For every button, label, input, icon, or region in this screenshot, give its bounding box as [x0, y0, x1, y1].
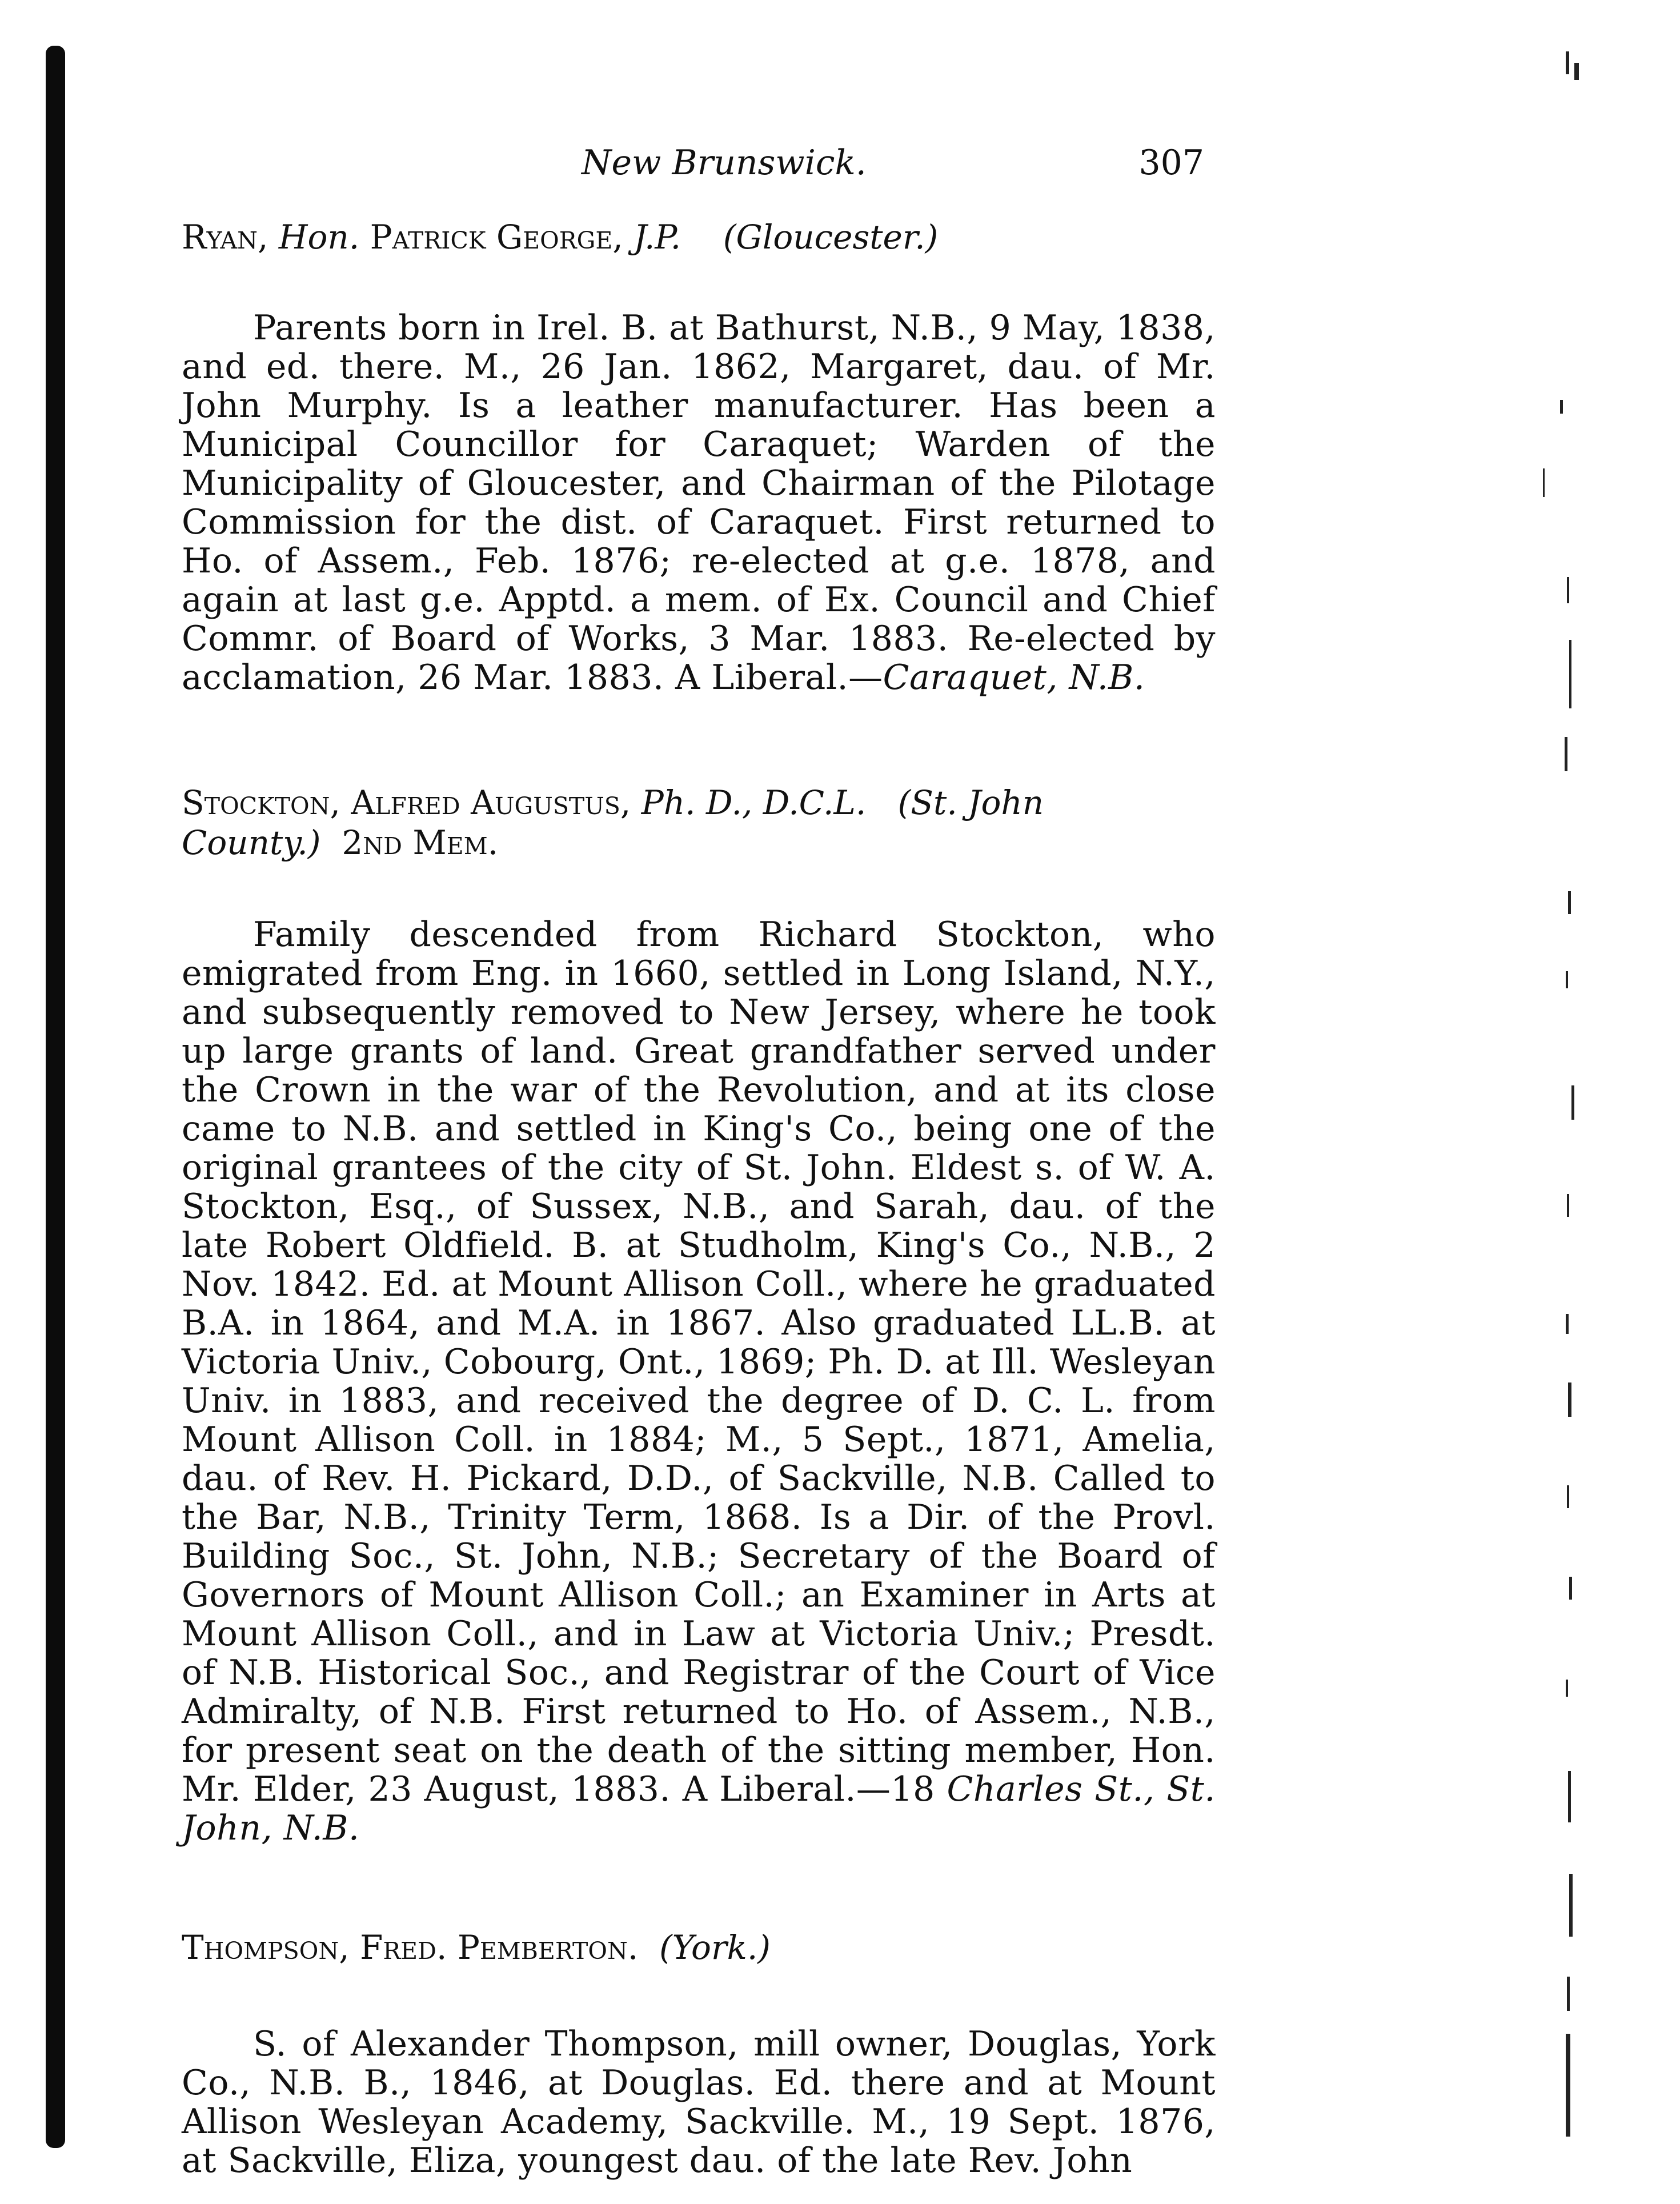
- binding-shadow: [46, 46, 65, 2148]
- entry-heading-stockton: [182, 783, 1216, 863]
- entry-text-thompson: [182, 2025, 1216, 2180]
- entry-heading-ryan: [182, 217, 1216, 257]
- page-content: [182, 131, 1216, 2180]
- entry-body-thompson: S. of Alexander Thompson, mill owner, Douglas, York Co., N.B. B., 1846, at Douglas. Ed. there and at Mount Allison Wesleyan Academy, Sackville. M., 19 Sept. 1876, at Sackville, Eliza, youngest dau. of the late Rev. John: [182, 2024, 1216, 2181]
- running-head-title: New Brunswick.: [582, 143, 867, 183]
- entry-name-stockton: Stockton, Alfred Augustus,: [182, 783, 631, 822]
- entry-honorific-ryan: Hon.: [278, 218, 360, 257]
- entry-heading-thompson: [182, 1928, 1216, 1967]
- page-number: 307: [1138, 143, 1204, 183]
- entry-body-stockton: Family descended from Richard Stockton, who emigrated from Eng. in 1660, settled in Long Island, N.Y., and subsequently removed to New Jersey, where he took up large grants of land. Great grandfather served under the Crown in the war of the Revolution, and at its close came to N.B. and settled in King's Co., being one of the original grantees of the city of St. John. Eldest s. of W. A. Stockton, Esq., of Sussex, N.B., and Sarah, dau. of the late Robert Oldfield. B. at Studholm, King's Co., N.B., 2 Nov. 1842. Ed. at Mount Allison Coll., where he graduated B.A. in 1864, and M.A. in 1867. Also graduated LL.B. at Victoria Univ., Cobourg, Ont., 1869; Ph. D. at Ill. Wesleyan Univ. in 1883, and received the degree of D. C. L. from Mount Allison Coll. in 1884; M., 5 Sept., 1871, Amelia, dau. of Rev. H. Pickard, D.D., of Sackville, N.B. Called to the Bar, N.B., Trinity Term, 1868. Is a Dir. of the Provl. Building Soc., St. John, N.B.; Secretary of the Board of Governors of Mount Allison Coll.; an Examiner in Arts at Mount Allison Coll., and in Law at Victoria Univ.; Presdt. of N.B. Historical Soc., and Registrar of the Court of Vice Admiralty, of N.B. First returned to Ho. of Assem., N.B., for present seat on the death of the sitting member, Hon. Mr. Elder, 23 August, 1883. A Liberal.—18: [182, 915, 1216, 1809]
- entry-text-ryan: [182, 308, 1216, 697]
- entry-member-stockton: 2nd Mem.: [342, 823, 499, 862]
- entry-address-stockton: Charles St., St. John, N.B.: [182, 1769, 1216, 1848]
- entry-degrees-stockton: Ph. D., D.C.L.: [631, 783, 867, 822]
- entry-address-ryan: Caraquet, N.B.: [883, 658, 1145, 698]
- entry-name-thompson: Thompson, Fred. Pemberton.: [182, 1928, 639, 1967]
- running-head: [182, 131, 1216, 194]
- entry-name-ryan: Ryan,: [182, 218, 279, 257]
- entry-county-thompson: (York.): [659, 1928, 771, 1967]
- entry-name-rest-ryan: Patrick George,: [359, 218, 623, 257]
- entry-body-ryan: Parents born in Irel. B. at Bathurst, N.B., 9 May, 1838, and ed. there. M., 26 Jan. 1862, Margaret, dau. of Mr. John Murphy. Is a leather manufacturer. Has been a Municipal Councillor for Caraquet; Warden of the Municipality of Gloucester, and Chairman of the Pilotage Commission for the dist. of Caraquet. First returned to Ho. of Assem., Feb. 1876; re-elected at g.e. 1878, and again at last g.e. Apptd. a mem. of Ex. Council and Chief Commr. of Board of Works, 3 Mar. 1883. Re-elected by acclamation, 26 Mar. 1883. A Liberal.—: [182, 308, 1216, 698]
- entry-county-stockton: (St. John County.): [182, 783, 1044, 862]
- entry-text-stockton: [182, 915, 1216, 1848]
- entry-suffix-ryan: J.P.: [623, 218, 681, 257]
- entry-county-ryan: (Gloucester.): [723, 218, 939, 257]
- page-edge-speckles: [1531, 0, 1680, 2204]
